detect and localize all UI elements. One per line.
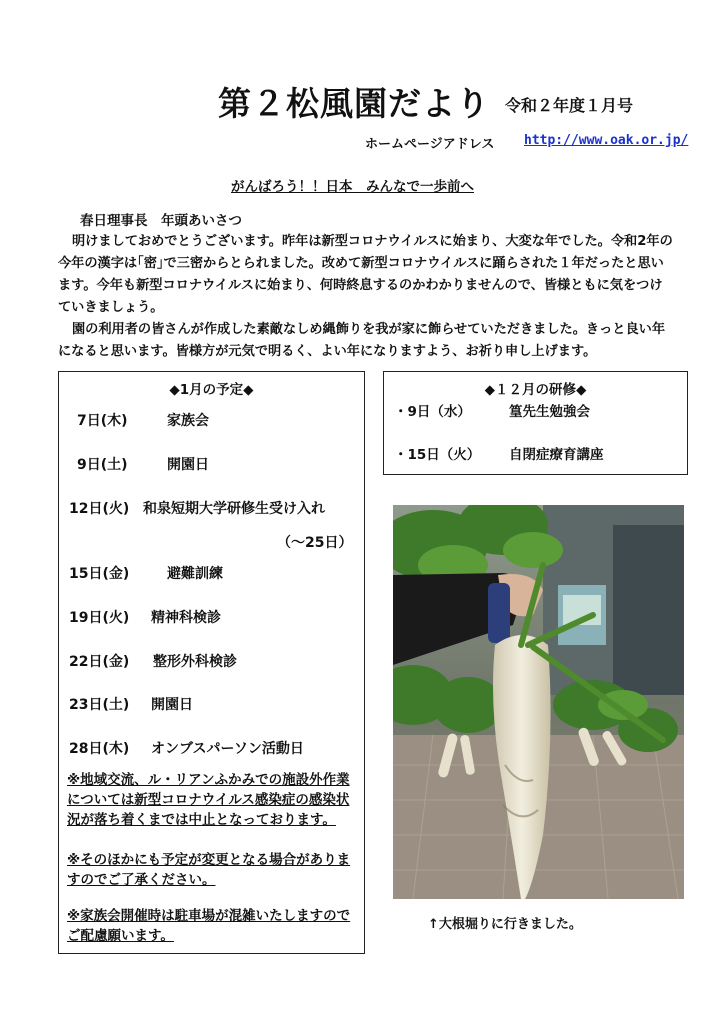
schedule-item [69, 738, 304, 758]
schedule-subnote: （～25日） [277, 535, 353, 551]
schedule-date: 28日(木) [69, 741, 130, 757]
schedule-date: 23日(土) [69, 697, 130, 713]
training-item [394, 400, 590, 420]
schedule-item [69, 694, 193, 714]
schedule-item [69, 498, 325, 518]
photo-caption: ↑大根堀りに行きました。 [428, 917, 582, 932]
schedule-date: 15日(金) [69, 566, 130, 582]
training-item [394, 443, 604, 463]
schedule-event: オンブスパーソン活動日 [151, 741, 304, 757]
schedule-event: 開園日 [151, 697, 193, 713]
training-event: 篁先生勉強会 [509, 404, 590, 420]
radish-photo-image [393, 505, 684, 899]
schedule-item [69, 563, 223, 583]
schedule-event: 避難訓練 [167, 566, 223, 582]
schedule-note: ※地域交流、ル・リアンふかみでの施設外作業については新型コロナウイルス感染症の感染状況が落ち着くまでは中止となっております。 [67, 772, 350, 828]
newsletter-title: 第２松風園だより [218, 84, 490, 123]
greeting-paragraph: 明けましておめでとうございます。昨年は新型コロナウイルスに始まり、大変な年でした。令和2年の今年の漢字は｢密｣で三密からとられました。改めて新型コロナウイルスに踊らされた１年だったと思います。今年も新型コロナウイルスに始まり、何時終息するのかわかりませんので、皆様ともに気をつけていきましょう。 [58, 234, 673, 315]
schedule-date: 12日(火) [69, 501, 130, 517]
schedule-box [58, 371, 365, 954]
schedule-item [69, 651, 237, 671]
schedule-event: 整形外科検診 [153, 654, 237, 670]
schedule-item [69, 607, 221, 627]
schedule-item [69, 454, 209, 474]
training-date: ・9日（水） [394, 404, 471, 420]
training-title: ◆１２月の研修◆ [484, 382, 587, 398]
schedule-title: ◆1月の予定◆ [169, 382, 254, 398]
schedule-date: 22日(金) [69, 654, 130, 670]
greeting-heading: 春日理事長 年頭あいさつ [80, 213, 242, 229]
schedule-date: 7日(木) [77, 413, 128, 429]
radish-photo [393, 505, 684, 899]
schedule-event: 和泉短期大学研修生受け入れ [143, 501, 325, 517]
schedule-event: 精神科検診 [151, 610, 221, 626]
schedule-date: 9日(土) [77, 457, 128, 473]
training-box [383, 371, 688, 475]
schedule-event: 開園日 [167, 457, 209, 473]
greeting-paragraph: 園の利用者の皆さんが作成した素敵なしめ縄飾りを我が家に飾らせていただきました。きっと良い年になると思います。皆様方が元気で明るく、よい年になりますよう、お祈り申し上げます。 [58, 322, 666, 359]
greeting-body [58, 231, 673, 363]
issue-label: 令和２年度１月号 [505, 96, 634, 115]
schedule-note: ※そのほかにも予定が変更となる場合がありますのでご了承ください。 [67, 852, 351, 888]
schedule-item [69, 410, 209, 430]
training-event: 自閉症療育講座 [509, 447, 604, 463]
homepage-link[interactable]: http://www.oak.or.jp/ [524, 133, 689, 148]
schedule-note: ※家族会開催時は駐車場が混雑いたしますので ご配慮願います。 [67, 908, 351, 944]
homepage-label: ホームページアドレス [365, 137, 495, 152]
schedule-date: 19日(火) [69, 610, 130, 626]
schedule-event: 家族会 [167, 413, 209, 429]
training-date: ・15日（火） [394, 447, 481, 463]
slogan: がんばろう！！日本 みんなで一歩前へ [231, 179, 474, 195]
